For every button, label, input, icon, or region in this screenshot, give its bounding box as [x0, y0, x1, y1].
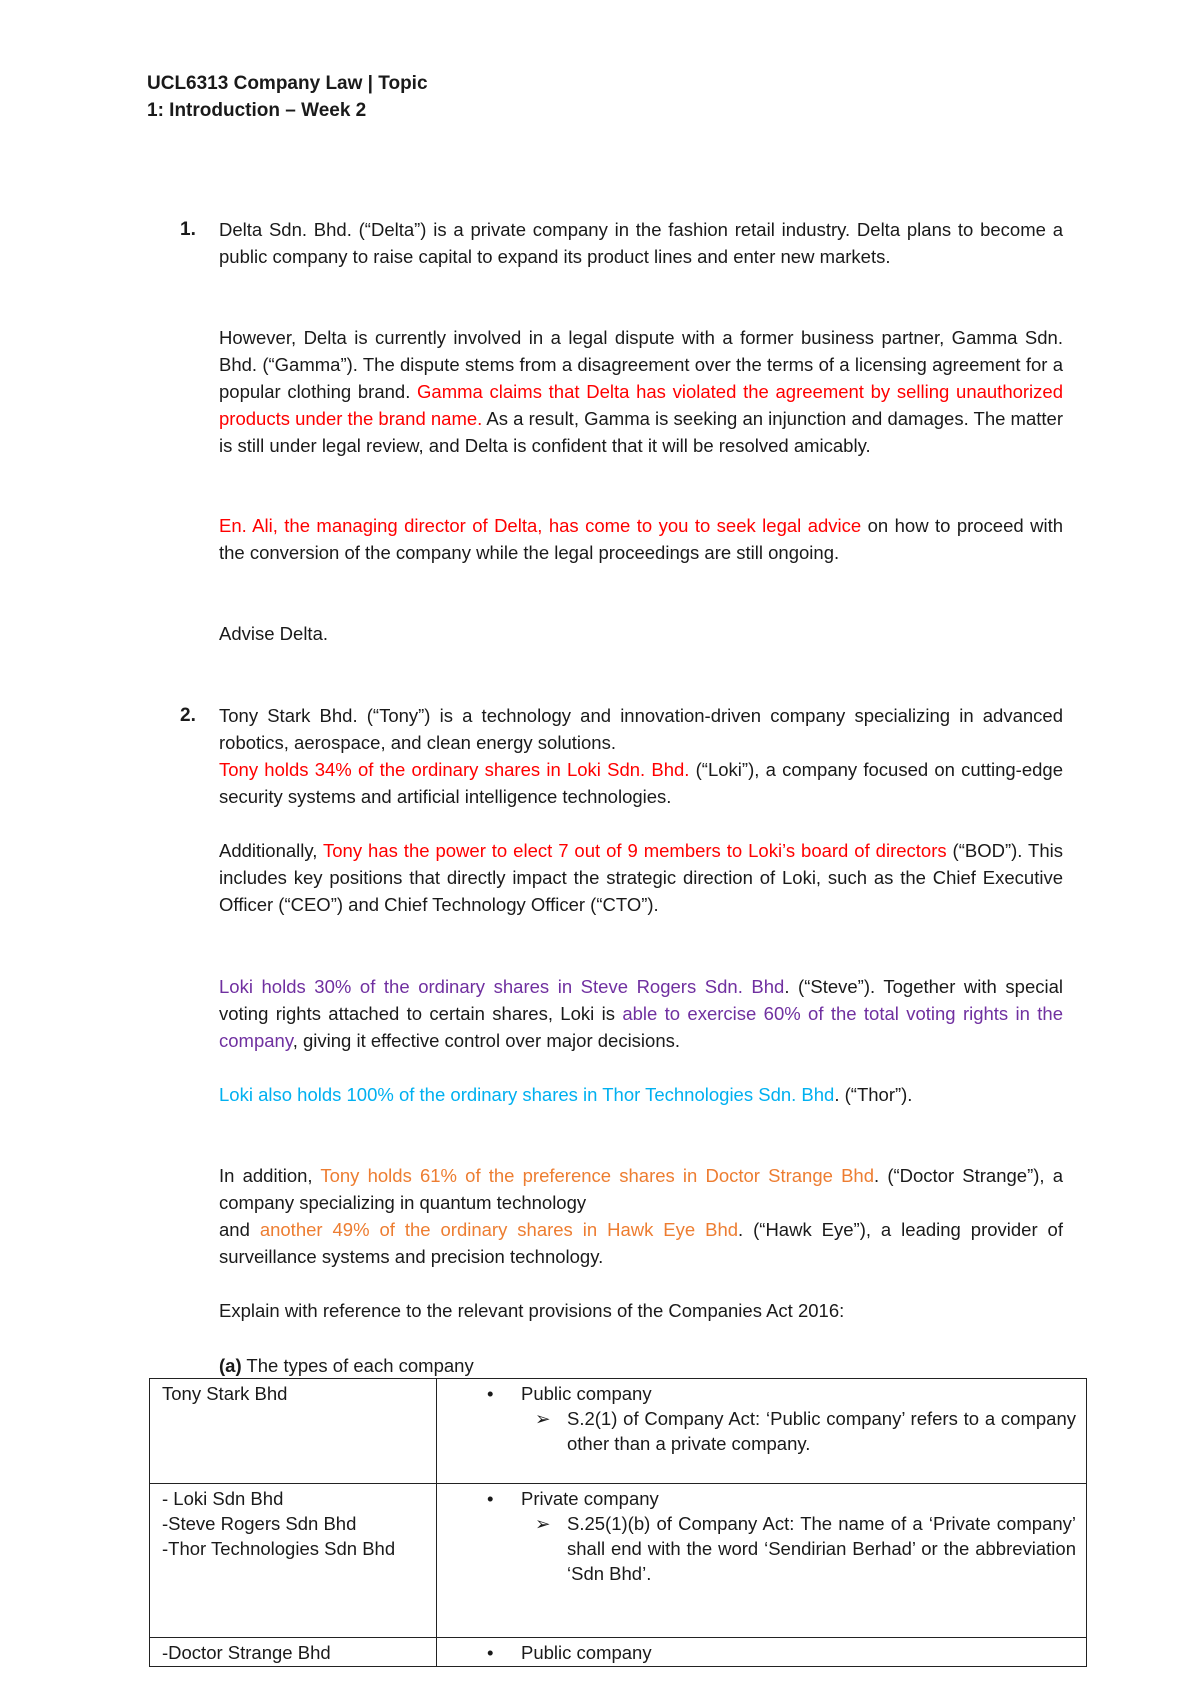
highlighted-text: En. Ali, the managing director of Delta, has come to you to seek legal advice [219, 515, 862, 536]
sub-question [219, 1352, 1063, 1379]
highlighted-text: Tony has the power to elect 7 out of 9 members to Loki’s board of directors [323, 840, 947, 861]
paragraph-text: on how to proceed with the conversion of the company while the legal proceedings are still ongoing. [219, 515, 1063, 563]
company-names-cell [150, 1638, 437, 1667]
table-row [150, 1638, 1087, 1667]
highlighted-text: Loki holds 30% of the ordinary shares in Steve Rogers Sdn. Bhd [219, 976, 785, 997]
arrow-bullet-icon: ➢ [535, 1408, 551, 1429]
company-name: -Doctor Strange Bhd [162, 1642, 331, 1663]
highlighted-text: another 49% of the ordinary shares in Hawk Eye Bhd [259, 1219, 739, 1240]
company-type: Public company [521, 1642, 652, 1663]
company-type-bullet [449, 1640, 1076, 1665]
paragraph-text: However, Delta is currently involved in a legal dispute with a former business partner, Gamma Sdn. Bhd. (“Gamma”). The dispute stems from a disagreement over the terms of a licensing agreement for a popular clothing brand. [219, 327, 1063, 402]
company-type: Public company [521, 1383, 652, 1404]
paragraph-text: (“BOD”). This includes key positions that directly impact the strategic direction of Loki, such as the Chief Executive Officer (“CEO”) and Chief Technology Officer (“CTO”). [219, 840, 1063, 915]
arrow-bullet-icon: ➢ [535, 1513, 551, 1534]
highlighted-text: Tony holds 34% of the ordinary shares in Loki Sdn. Bhd. [219, 759, 690, 780]
paragraph-text: Delta Sdn. Bhd. (“Delta”) is a private company in the fashion retail industry. Delta plans to become a public company to raise capital to expand its product lines and enter new markets. [219, 219, 1063, 267]
company-name: -Steve Rogers Sdn Bhd [162, 1513, 357, 1534]
question-number: 2. [180, 705, 196, 726]
company-type-cell [437, 1638, 1087, 1667]
question-paragraph [219, 1216, 1063, 1270]
paragraph-text: , giving it effective control over major decisions. [292, 1030, 681, 1051]
provision-text: S.25(1)(b) of Company Act: The name of a ‘Private company’ shall end with the word ‘Sendirian Berhad’ or the abbreviation ‘Sdn Bhd’. [567, 1513, 1076, 1584]
question-paragraph [219, 324, 1063, 459]
question-paragraph [219, 216, 1063, 270]
company-type-cell [437, 1379, 1087, 1484]
paragraph-text: . (“Steve”). Together with special voting rights attached to certain shares, Loki is [219, 976, 1063, 1024]
question-paragraph [219, 1297, 1063, 1324]
question-paragraph [219, 1162, 1063, 1216]
highlighted-text: Tony holds 61% of the preference shares in Doctor Strange Bhd [320, 1165, 875, 1186]
highlighted-text: Gamma claims that Delta has violated the agreement by selling unauthorized products under the brand name. [219, 381, 1063, 429]
paragraph-text: Explain with reference to the relevant provisions of the Companies Act 2016: [219, 1300, 845, 1321]
company-type-bullet [449, 1381, 1076, 1406]
paragraph-text: In addition, [219, 1165, 321, 1186]
bullet-icon: • [487, 1383, 494, 1404]
bullet-icon: • [487, 1642, 494, 1663]
company-type: Private company [521, 1488, 659, 1509]
paragraph-text: (“Loki”), a company focused on cutting-edge security systems and artificial intelligence technologies. [219, 759, 1063, 807]
paragraph-text: Advise Delta. [219, 623, 328, 644]
paragraph-text: . (“Doctor Strange”), a company specializing in quantum technology [219, 1165, 1063, 1213]
question-paragraph [219, 512, 1063, 566]
question-paragraph [219, 756, 1063, 810]
highlighted-text: Loki also holds 100% of the ordinary shares in Thor Technologies Sdn. Bhd [219, 1084, 835, 1105]
provision-item [449, 1406, 1076, 1456]
provision-text: S.2(1) of Company Act: ‘Public company’ refers to a company other than a private company. [567, 1408, 1076, 1454]
highlighted-text: able to exercise 60% of the total voting rights in the company [219, 1003, 1063, 1051]
company-names-cell [150, 1379, 437, 1484]
question-paragraph [219, 837, 1063, 918]
table-row [150, 1484, 1087, 1638]
company-type-bullet [449, 1486, 1076, 1511]
sub-question-text: The types of each company [241, 1355, 474, 1376]
company-name: - Loki Sdn Bhd [162, 1488, 284, 1509]
company-name: Tony Stark Bhd [162, 1383, 288, 1404]
bullet-icon: • [487, 1488, 494, 1509]
document-title-line2: 1: Introduction – Week 2 [147, 100, 367, 121]
company-type-cell [437, 1484, 1087, 1638]
company-types-table [149, 1378, 1087, 1667]
paragraph-text: . (“Hawk Eye”), a leading provider of surveillance systems and precision technology. [219, 1219, 1063, 1267]
table-row [150, 1379, 1087, 1484]
paragraph-text: As a result, Gamma is seeking an injunction and damages. The matter is still under legal review, and Delta is confident that it will be resolved amicably. [219, 408, 1063, 456]
paragraph-text: and [219, 1219, 260, 1240]
provision-item [449, 1511, 1076, 1586]
question-paragraph [219, 973, 1063, 1054]
question-number: 1. [180, 219, 196, 240]
question-paragraph [219, 702, 1063, 756]
sub-question-label: (a) [219, 1355, 242, 1376]
company-names-cell [150, 1484, 437, 1638]
document-title-line1: UCL6313 Company Law | Topic [147, 73, 428, 94]
question-paragraph [219, 620, 1063, 647]
paragraph-text: Tony Stark Bhd. (“Tony”) is a technology and innovation-driven company specializing in advanced robotics, aerospace, and clean energy solutions. [219, 705, 1063, 753]
paragraph-text: . (“Thor”). [834, 1084, 913, 1105]
question-paragraph [219, 1081, 1063, 1108]
company-name: -Thor Technologies Sdn Bhd [162, 1538, 396, 1559]
paragraph-text: Additionally, [219, 840, 323, 861]
